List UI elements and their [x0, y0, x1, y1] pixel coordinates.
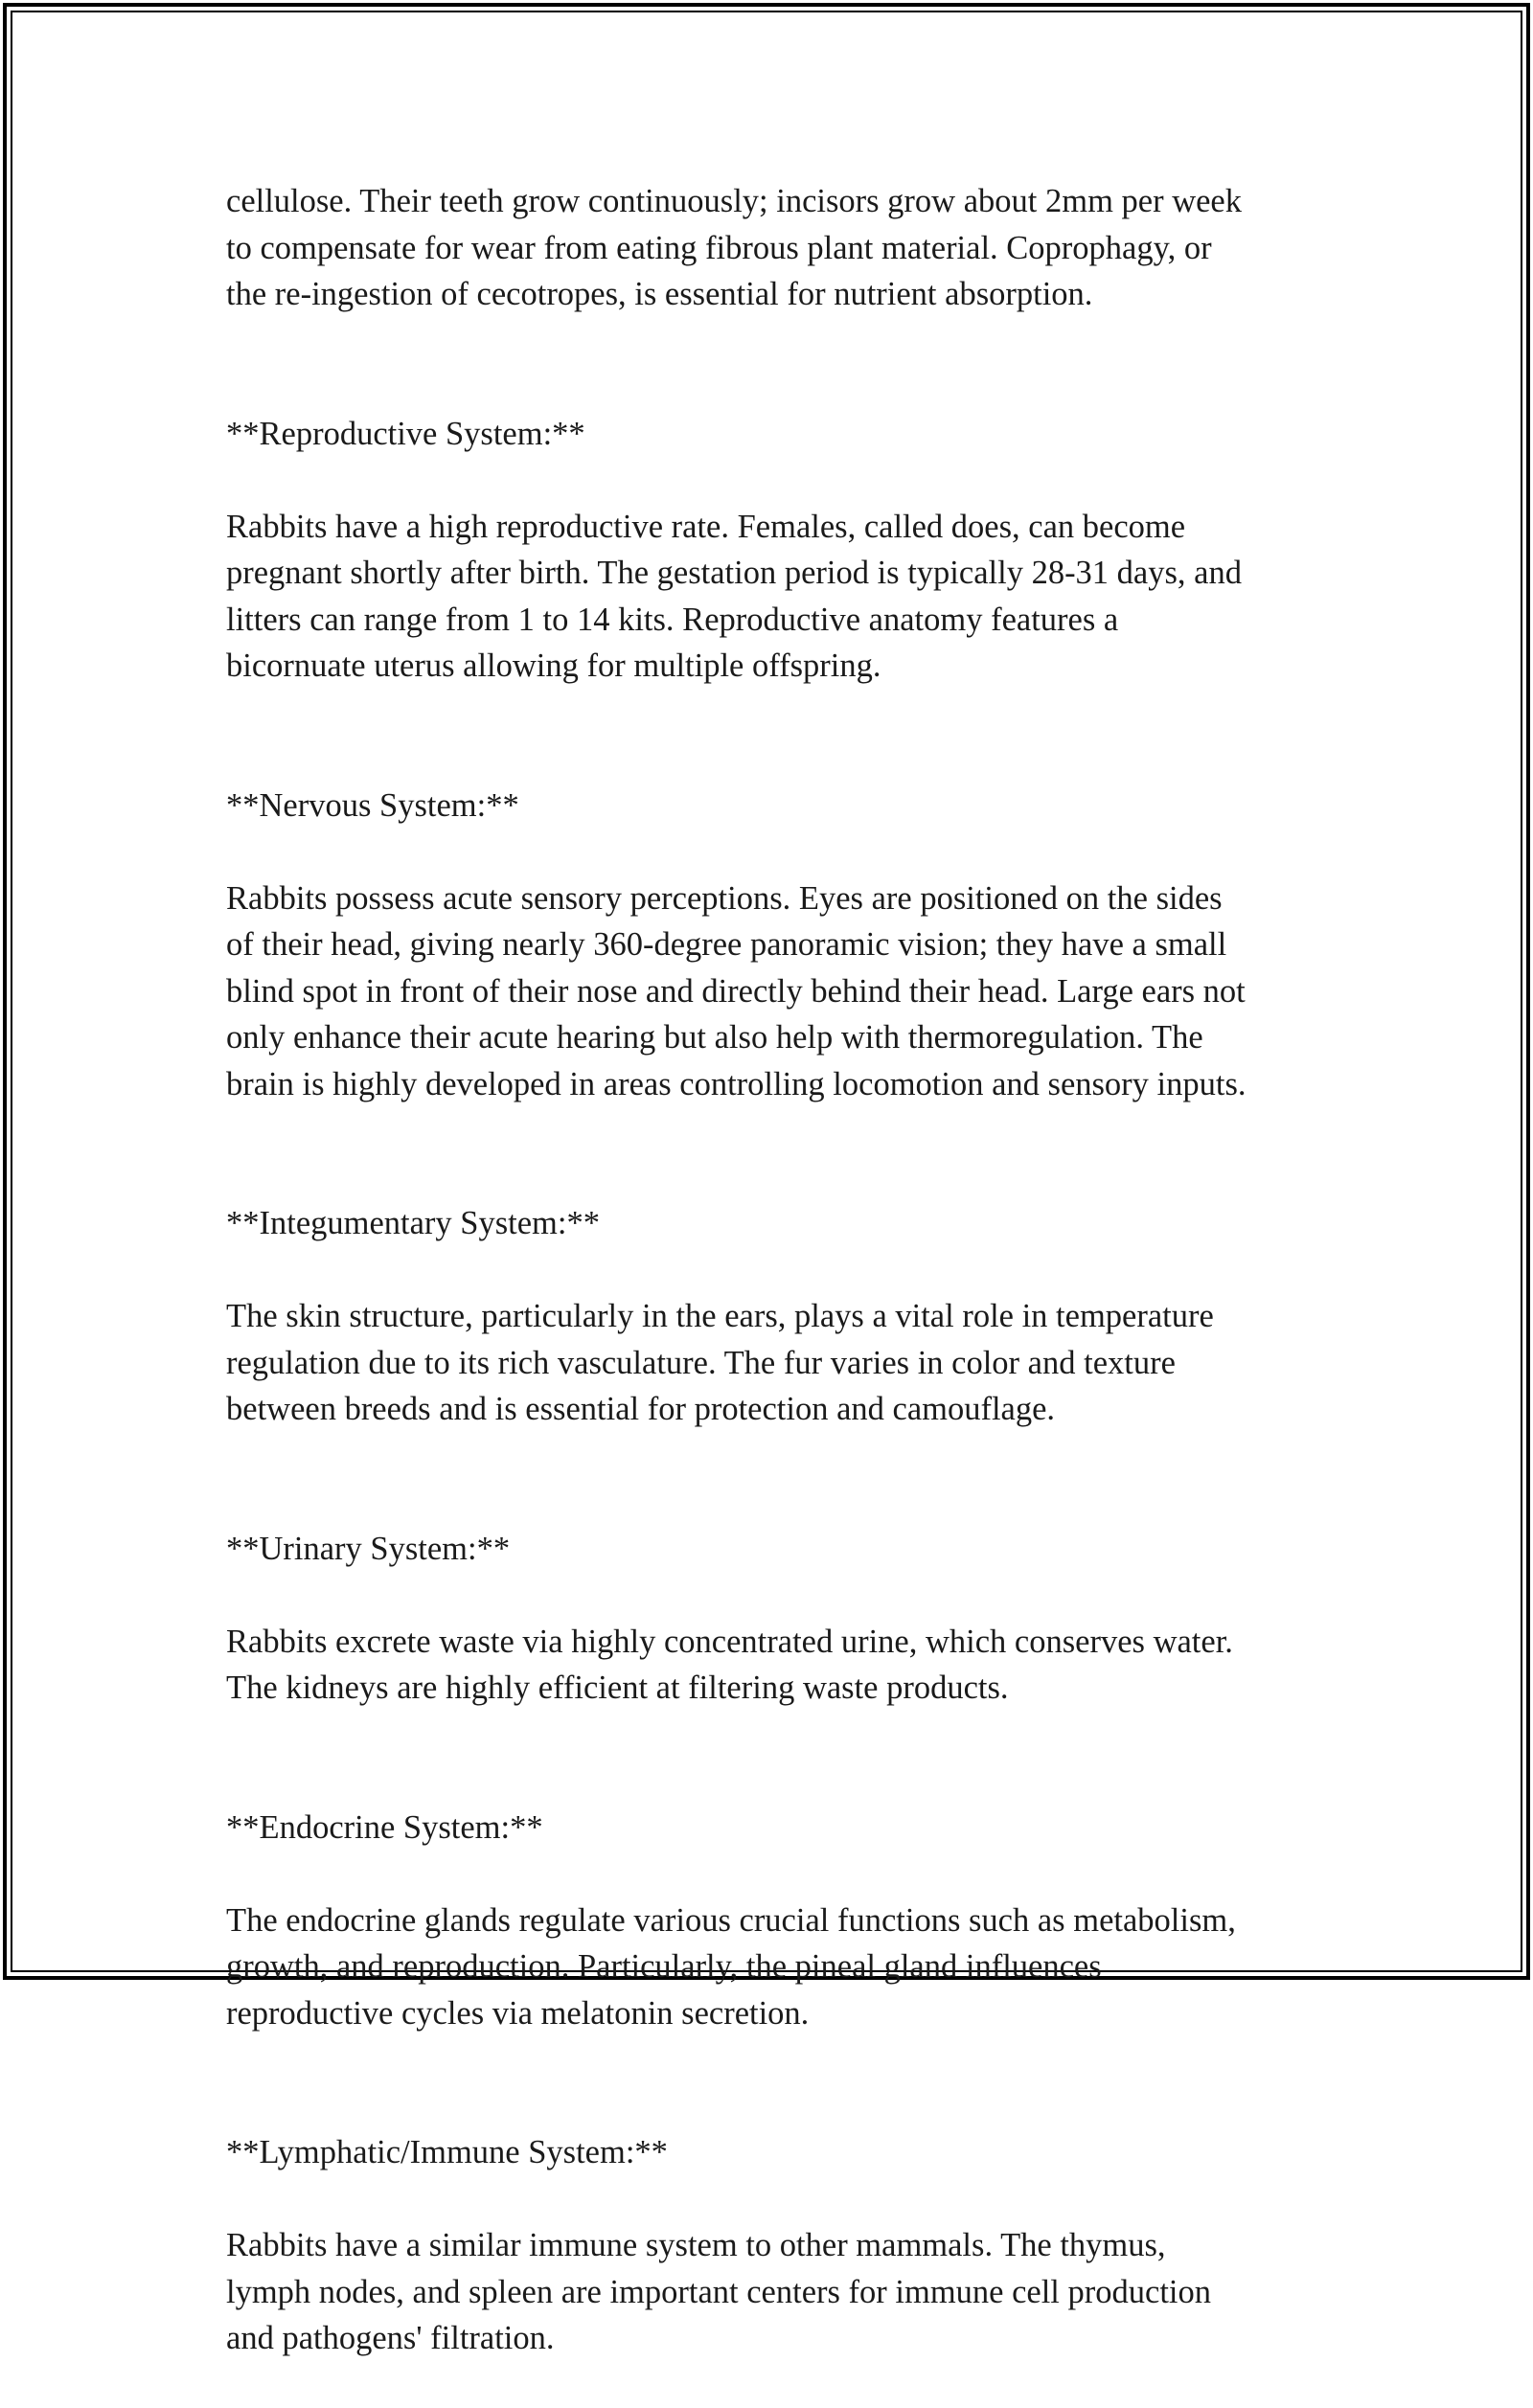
section-heading: **Lymphatic/Immune System:**	[226, 2134, 668, 2170]
section-body: Rabbits have a high reproductive rate. Females, called does, can become pregnant shortly after birth. The gestation period is typically 28-31 days, and litters can range from 1 to 14 kits. Reproductive anatomy features a bicornuate uterus allowing for multiple offspring.	[226, 508, 1242, 684]
section-body: Rabbits excrete waste via highly concentrated urine, which conserves water. The kidneys are highly efficient at filtering waste products.	[226, 1623, 1233, 1706]
section-reproductive	[226, 364, 1328, 690]
section-heading: **Urinary System:**	[226, 1530, 511, 1567]
section-heading: **Endocrine System:**	[226, 1808, 543, 1846]
section-endocrine	[226, 1758, 1328, 2036]
section-body: The skin structure, particularly in the ears, plays a vital role in temperature regulation due to its rich vasculature. The fur varies in color and texture between breeds and is essential for protection and camouflage.	[226, 1298, 1214, 1427]
section-heading: **Reproductive System:**	[226, 415, 585, 452]
section-integumentary	[226, 1154, 1328, 1433]
section-heading: **Integumentary System:**	[226, 1205, 600, 1241]
document-body	[226, 178, 1328, 2408]
section-nervous	[226, 736, 1328, 1107]
section-heading: **Nervous System:**	[226, 786, 519, 824]
section-body: Rabbits possess acute sensory perceptions. Eyes are positioned on the sides of their head, giving nearly 360-degree panoramic vision; they have a small blind spot in front of their nose and directly behind their head. Large ears not only enhance their acute hearing but also help with thermoregulation. The brain is highly developed in areas controlling locomotion and sensory inputs.	[226, 879, 1247, 1102]
intro-paragraph: cellulose. Their teeth grow continuously; incisors grow about 2mm per week to compensate for wear from eating fibrous plant material. Coprophagy, or the re-ingestion of cecotropes, is essential for nutrient absorption.	[226, 183, 1242, 312]
section-body: The endocrine glands regulate various crucial functions such as metabolism, growth, and reproduction. Particularly, the pineal gland influences reproductive cycles via melatonin secretion.	[226, 1901, 1236, 2032]
section-lymphatic-immune	[226, 2083, 1328, 2362]
section-body: Rabbits have a similar immune system to other mammals. The thymus, lymph nodes, and spleen are important centers for immune cell production and pathogens' filtration.	[226, 2227, 1211, 2356]
section-urinary	[226, 1479, 1328, 1712]
